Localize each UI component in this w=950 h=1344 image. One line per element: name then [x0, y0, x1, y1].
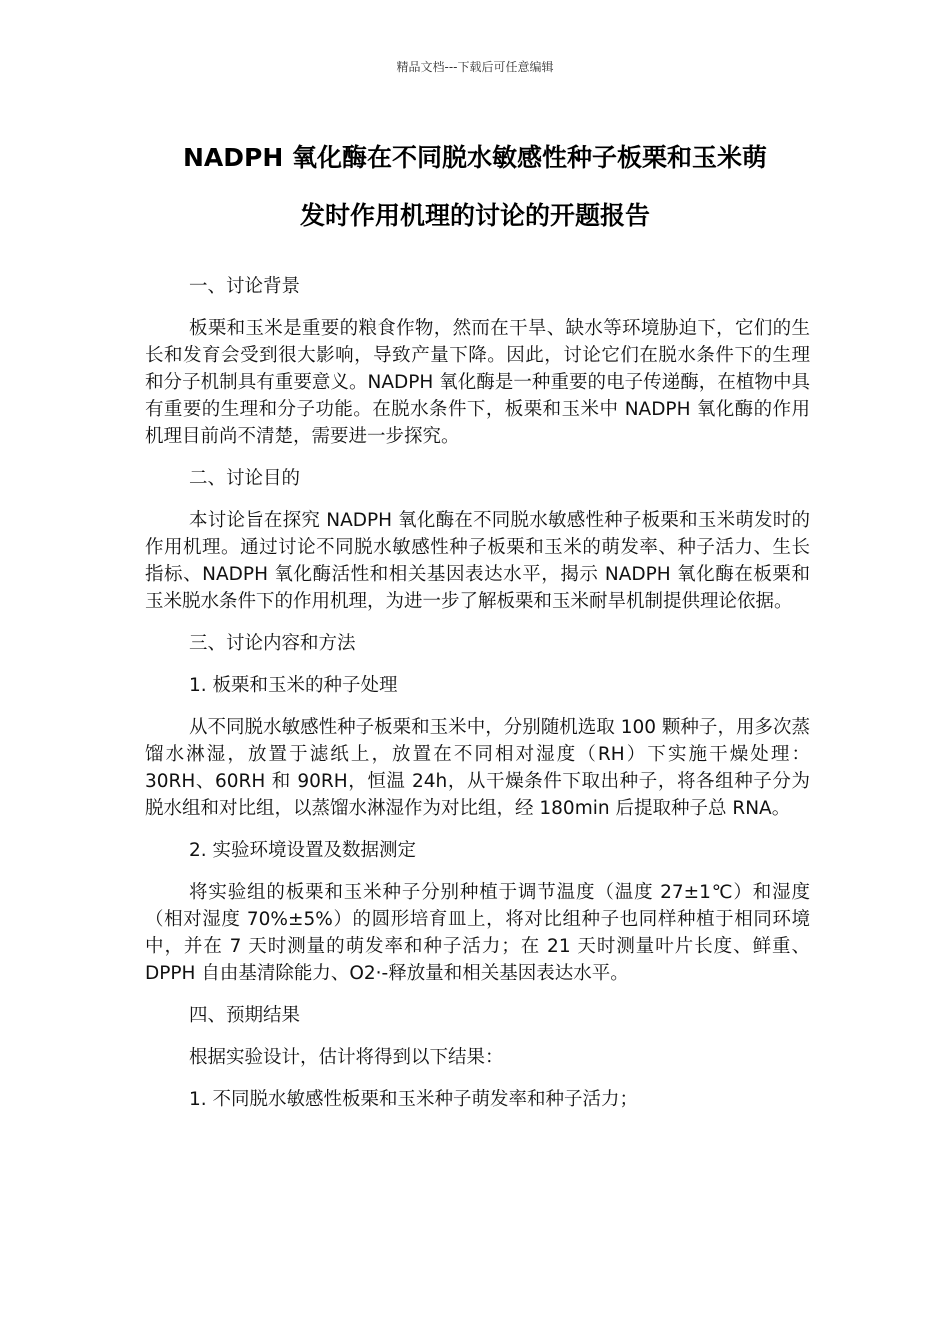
paragraph-background: 板栗和玉米是重要的粮食作物，然而在干旱、缺水等环境胁迫下，它们的生长和发育会受到很大影响，导致产量下降。因此，讨论它们在脱水条件下的生理和分子机制具有重要意义。NADPH 氧化酶是一种重要的电子传递酶，在植物中具有重要的生理和分子功能。在脱水条件下，板栗和玉米中 NADPH 氧化酶的作用机理目前尚不清楚，需要进一步探究。 — [145, 318, 810, 447]
expected-results-intro: 根据实验设计，估计将得到以下结果： — [189, 1047, 504, 1068]
section-heading-methods: 三、讨论内容和方法 — [189, 633, 356, 654]
document-title-line-1: NADPH 氧化酶在不同脱水敏感性种子板栗和玉米萌 — [183, 143, 767, 172]
section-heading-expected-results: 四、预期结果 — [189, 1005, 301, 1026]
document-body — [145, 273, 810, 1128]
paragraph-purpose: 本讨论旨在探究 NADPH 氧化酶在不同脱水敏感性种子板栗和玉米萌发时的作用机理。通过讨论不同脱水敏感性种子板栗和玉米的萌发率、种子活力、生长指标、NADPH 氧化酶活性和相关基因表达水平，揭示 NADPH 氧化酶在板栗和玉米脱水条件下的作用机理，为进一步了解板栗和玉米耐旱机制提供理论依据。 — [145, 510, 810, 612]
expected-result-item-1: 1. 不同脱水敏感性板栗和玉米种子萌发率和种子活力； — [189, 1089, 639, 1110]
document-title-line-2: 发时作用机理的讨论的开题报告 — [299, 201, 650, 230]
header-note: 精品文档---下载后可任意编辑 — [396, 60, 554, 74]
subheading-environment-setup: 2. 实验环境设置及数据测定 — [189, 840, 417, 861]
section-heading-purpose: 二、讨论目的 — [189, 468, 301, 489]
subheading-seed-treatment: 1. 板栗和玉米的种子处理 — [189, 675, 398, 696]
paragraph-environment-setup: 将实验组的板栗和玉米种子分别种植于调节温度（温度 27±1℃）和湿度（相对湿度 70%±5%）的圆形培育皿上，将对比组种子也同样种植于相同环境中，并在 7 天时测量的萌发率和种子活力；在 21 天时测量叶片长度、鲜重、DPPH 自由基清除能力、O2·-释放量和相关基因表达水平。 — [145, 882, 810, 984]
section-heading-background: 一、讨论背景 — [189, 276, 301, 297]
paragraph-seed-treatment: 从不同脱水敏感性种子板栗和玉米中，分别随机选取 100 颗种子，用多次蒸馏水淋湿，放置于滤纸上，放置在不同相对湿度（RH）下实施干燥处理：30RH、60RH 和 90RH，恒温 24h，从干燥条件下取出种子，将各组种子分为脱水组和对比组，以蒸馏水淋湿作为对比组，经 180min 后提取种子总 RNA。 — [145, 717, 810, 819]
